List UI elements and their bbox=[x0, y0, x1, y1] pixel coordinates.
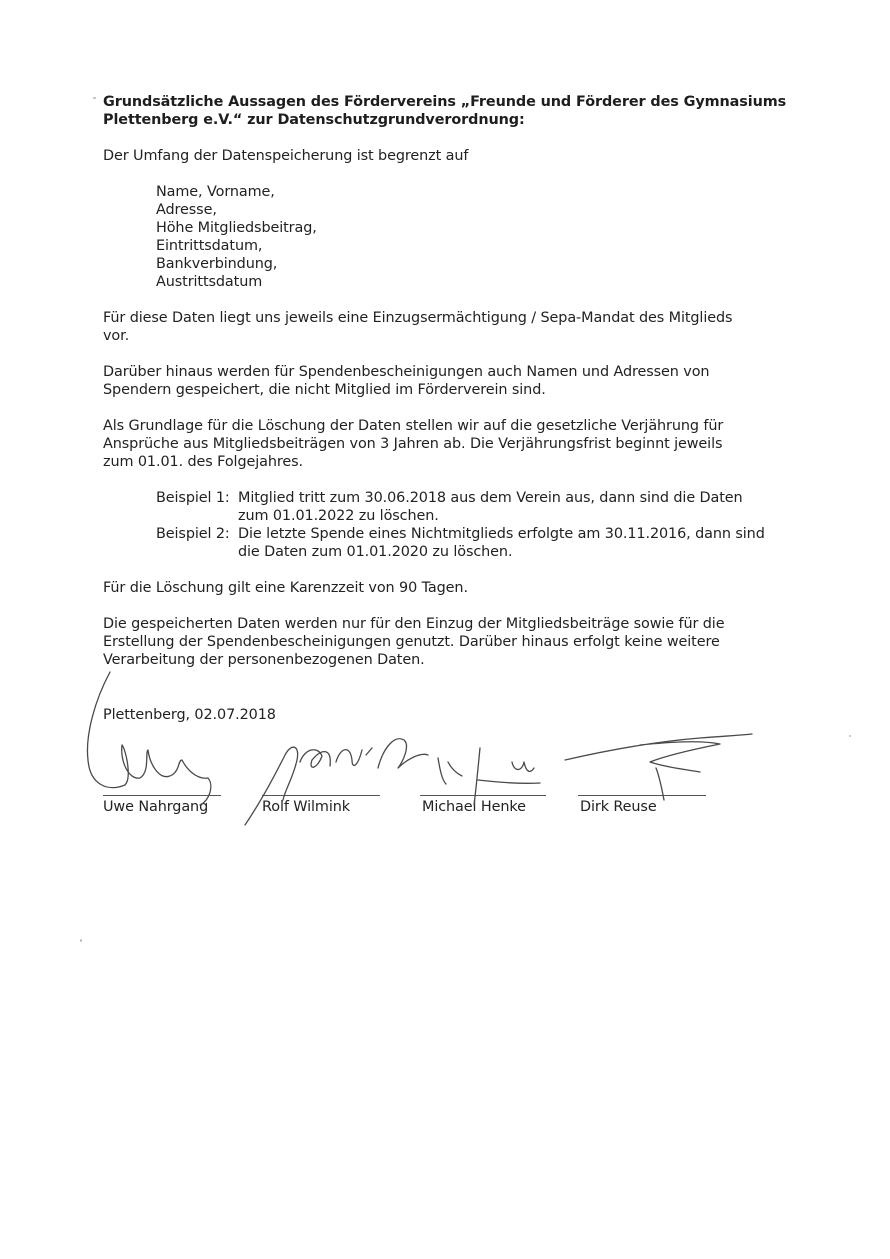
list-item: Name, Vorname, bbox=[156, 184, 275, 200]
list-item: Eintrittsdatum, bbox=[156, 238, 263, 254]
scan-speck bbox=[93, 97, 96, 99]
place-date: Plettenberg, 02.07.2018 bbox=[103, 707, 276, 723]
intro-text: Der Umfang der Datenspeicherung ist begrenzt auf bbox=[103, 148, 469, 164]
deletion-paragraph-line: Als Grundlage für die Löschung der Daten stellen wir auf die gesetzliche Verjährung für bbox=[103, 418, 724, 434]
list-item: Bankverbindung, bbox=[156, 256, 278, 272]
donations-paragraph-line: Spendern gespeichert, die nicht Mitglied im Förderverein sind. bbox=[103, 382, 546, 398]
signatory-name: Dirk Reuse bbox=[580, 799, 657, 815]
usage-paragraph-line: Die gespeicherten Daten werden nur für den Einzug der Mitgliedsbeiträge sowie für die bbox=[103, 616, 725, 632]
usage-paragraph-line: Erstellung der Spendenbescheinigungen genutzt. Darüber hinaus erfolgt keine weitere bbox=[103, 634, 720, 650]
grace-period-text: Für die Löschung gilt eine Karenzzeit von 90 Tagen. bbox=[103, 580, 468, 596]
example-text-line: Die letzte Spende eines Nichtmitglieds erfolgte am 30.11.2016, dann sind bbox=[238, 526, 765, 542]
document-title-line-2: Plettenberg e.V.“ zur Datenschutzgrundverordnung: bbox=[103, 112, 525, 128]
signatory-name: Michael Henke bbox=[422, 799, 526, 815]
mandate-paragraph-line: Für diese Daten liegt uns jeweils eine Einzugsermächtigung / Sepa-Mandat des Mitglieds bbox=[103, 310, 733, 326]
example-text-line: die Daten zum 01.01.2020 zu löschen. bbox=[238, 544, 513, 560]
document-title-line-1: Grundsätzliche Aussagen des Fördervereins „Freunde und Förderer des Gymnasiums bbox=[103, 94, 787, 110]
list-item: Austrittsdatum bbox=[156, 274, 263, 290]
signature-dirk-reuse bbox=[565, 734, 752, 800]
deletion-paragraph-line: zum 01.01. des Folgejahres. bbox=[103, 454, 303, 470]
signature-michael-henke bbox=[438, 748, 540, 805]
scan-speck bbox=[849, 735, 851, 737]
example-label: Beispiel 2: bbox=[156, 526, 230, 542]
signature-rolf-wilmink bbox=[245, 739, 428, 825]
example-label: Beispiel 1: bbox=[156, 490, 230, 506]
donations-paragraph-line: Darüber hinaus werden für Spendenbescheinigungen auch Namen und Adressen von bbox=[103, 364, 710, 380]
example-text-line: zum 01.01.2022 zu löschen. bbox=[238, 508, 439, 524]
list-item: Adresse, bbox=[156, 202, 217, 218]
deletion-paragraph-line: Ansprüche aus Mitgliedsbeiträgen von 3 Jahren ab. Die Verjährungsfrist beginnt jeweils bbox=[103, 436, 723, 452]
list-item: Höhe Mitgliedsbeitrag, bbox=[156, 220, 317, 236]
scan-speck bbox=[80, 939, 82, 942]
usage-paragraph-line: Verarbeitung der personenbezogenen Daten. bbox=[103, 652, 425, 668]
signatory-name: Uwe Nahrgang bbox=[103, 799, 209, 815]
signature-uwe-nahrgang bbox=[87, 672, 210, 805]
mandate-paragraph-line: vor. bbox=[103, 328, 130, 344]
example-text-line: Mitglied tritt zum 30.06.2018 aus dem Verein aus, dann sind die Daten bbox=[238, 490, 743, 506]
signatory-name: Rolf Wilmink bbox=[262, 799, 350, 815]
